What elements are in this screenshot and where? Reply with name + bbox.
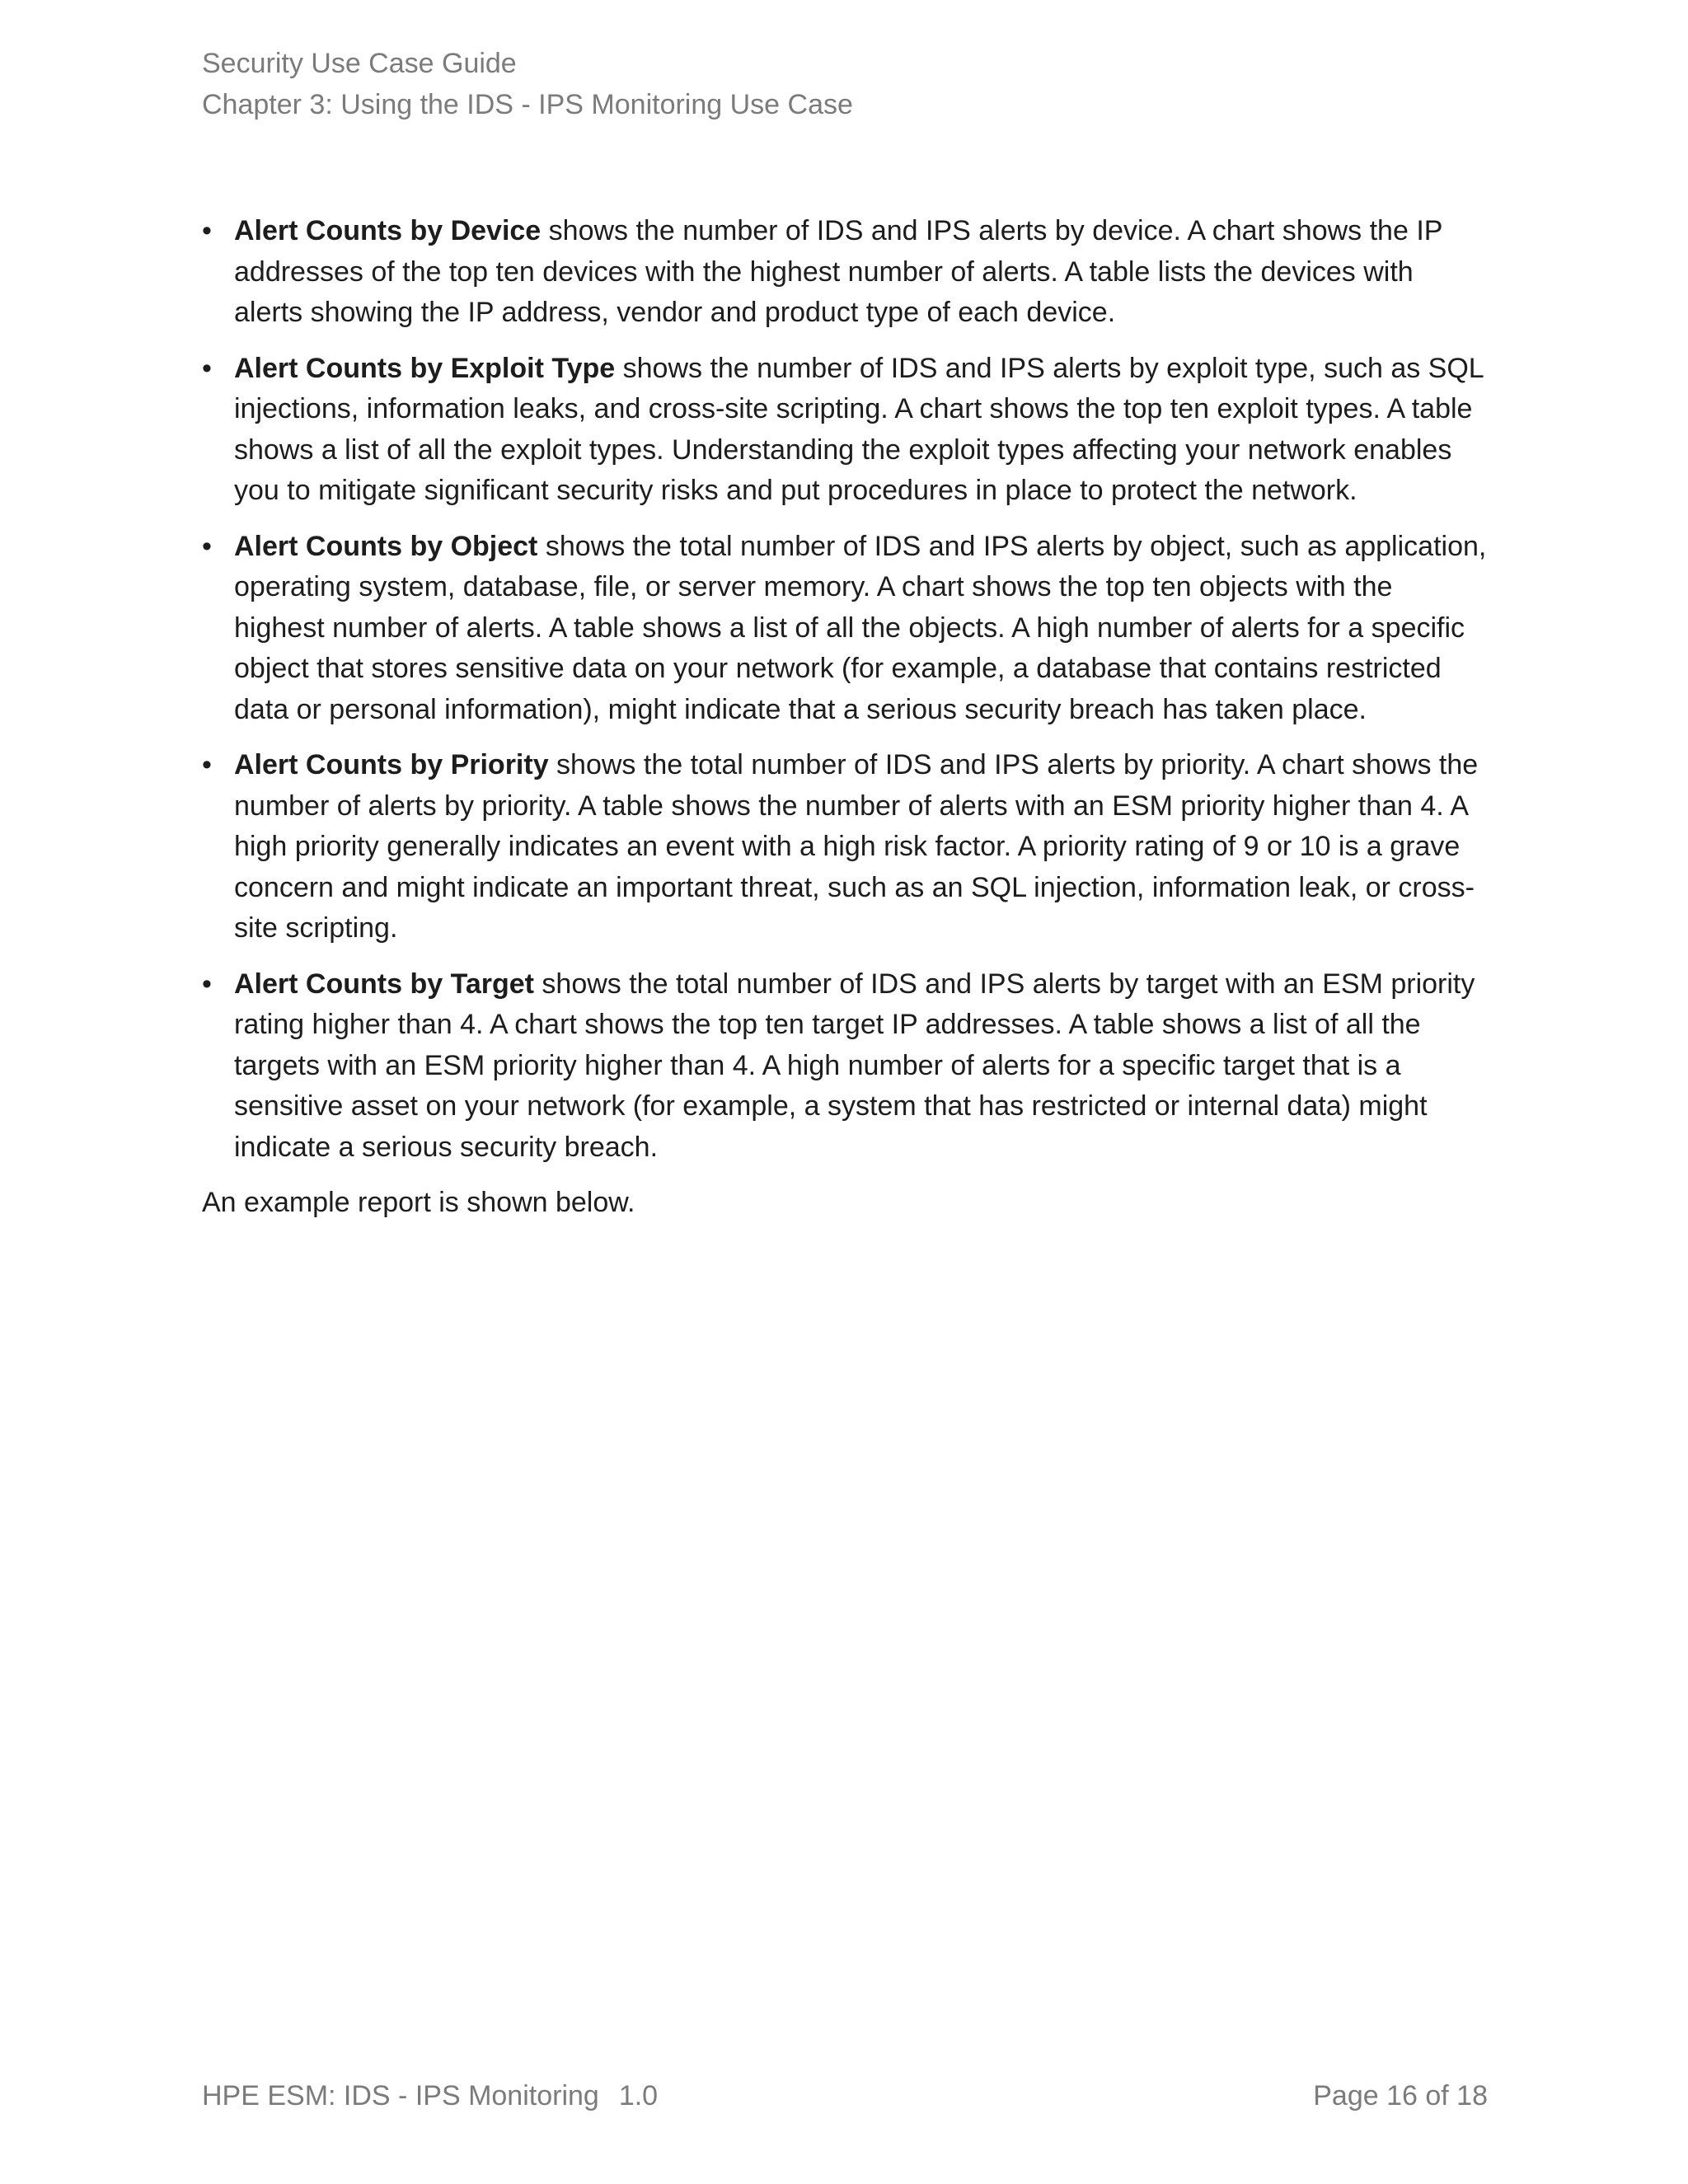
item-description: shows the total number of IDS and IPS alerts by priority. A chart shows the number of alerts by priority. A table shows the number of alerts with an ESM priority higher than 4. A high priority generally indicates an event with a high risk factor. A priority rating of 9 or 10 is a grave concern and might indicate an important threat, such as an SQL injection, information leak, or cross-site scripting. [234,749,1479,944]
footer-product-version [202,2075,658,2116]
list-item-alert-counts-by-target [202,964,1488,1169]
bullet-icon: • [202,352,212,384]
item-description: shows the total number of IDS and IPS alerts by object, such as application, operating system, database, file, or server memory. A chart shows the top ten objects with the highest number of alerts. A table shows a list of all the objects. A high number of alerts for a specific object that stores sensitive data on your network (for example, a database that contains restricted data or personal information), might indicate that a serious security breach has taken place. [234,530,1487,725]
item-term: Alert Counts by Target [234,968,534,1000]
list-item-alert-counts-by-object [202,527,1488,731]
page-header [202,43,853,125]
footer-version: 1.0 [618,2080,659,2111]
bullet-icon: • [202,749,212,780]
document-title: Security Use Case Guide [202,48,517,79]
bullet-icon: • [202,530,212,562]
list-item-alert-counts-by-device [202,211,1488,334]
item-description: shows the total number of IDS and IPS alerts by target with an ESM priority rating higher than 4. A chart shows the top ten target IP addresses. A table shows a list of all the targets with an ESM priority higher than 4. A high number of alerts for a specific target that is a sensitive asset on your network (for example, a system that has restricted or internal data) might indicate a serious security breach. [234,968,1475,1163]
example-report-note: An example report is shown below. [202,1187,635,1218]
item-description: shows the number of IDS and IPS alerts by device. A chart shows the IP addresses of the top ten devices with the highest number of alerts. A table lists the devices with alerts showing the IP address, vendor and product type of each device. [234,215,1442,328]
bullet-icon: • [202,215,212,246]
main-content [202,211,1488,1252]
list-item-alert-counts-by-priority [202,745,1488,949]
bullet-icon: • [202,968,212,1000]
footer-product: HPE ESM: IDS - IPS Monitoring [202,2080,599,2111]
page-number: Page 16 of 18 [1313,2080,1488,2111]
item-description: shows the number of IDS and IPS alerts by exploit type, such as SQL injections, information leaks, and cross-site scripting. A chart shows the top ten exploit types. A table shows a list of all the exploit types. Understanding the exploit types affecting your network enables you to mitigate significant security risks and put procedures in place to protect the network. [234,352,1484,506]
item-term: Alert Counts by Device [234,215,542,246]
list-item-alert-counts-by-exploit-type [202,349,1488,512]
item-term: Alert Counts by Exploit Type [234,352,616,384]
report-description-list [202,211,1488,1168]
item-term: Alert Counts by Object [234,530,538,562]
chapter-title: Chapter 3: Using the IDS - IPS Monitoring Use Case [202,89,853,120]
item-term: Alert Counts by Priority [234,749,549,780]
